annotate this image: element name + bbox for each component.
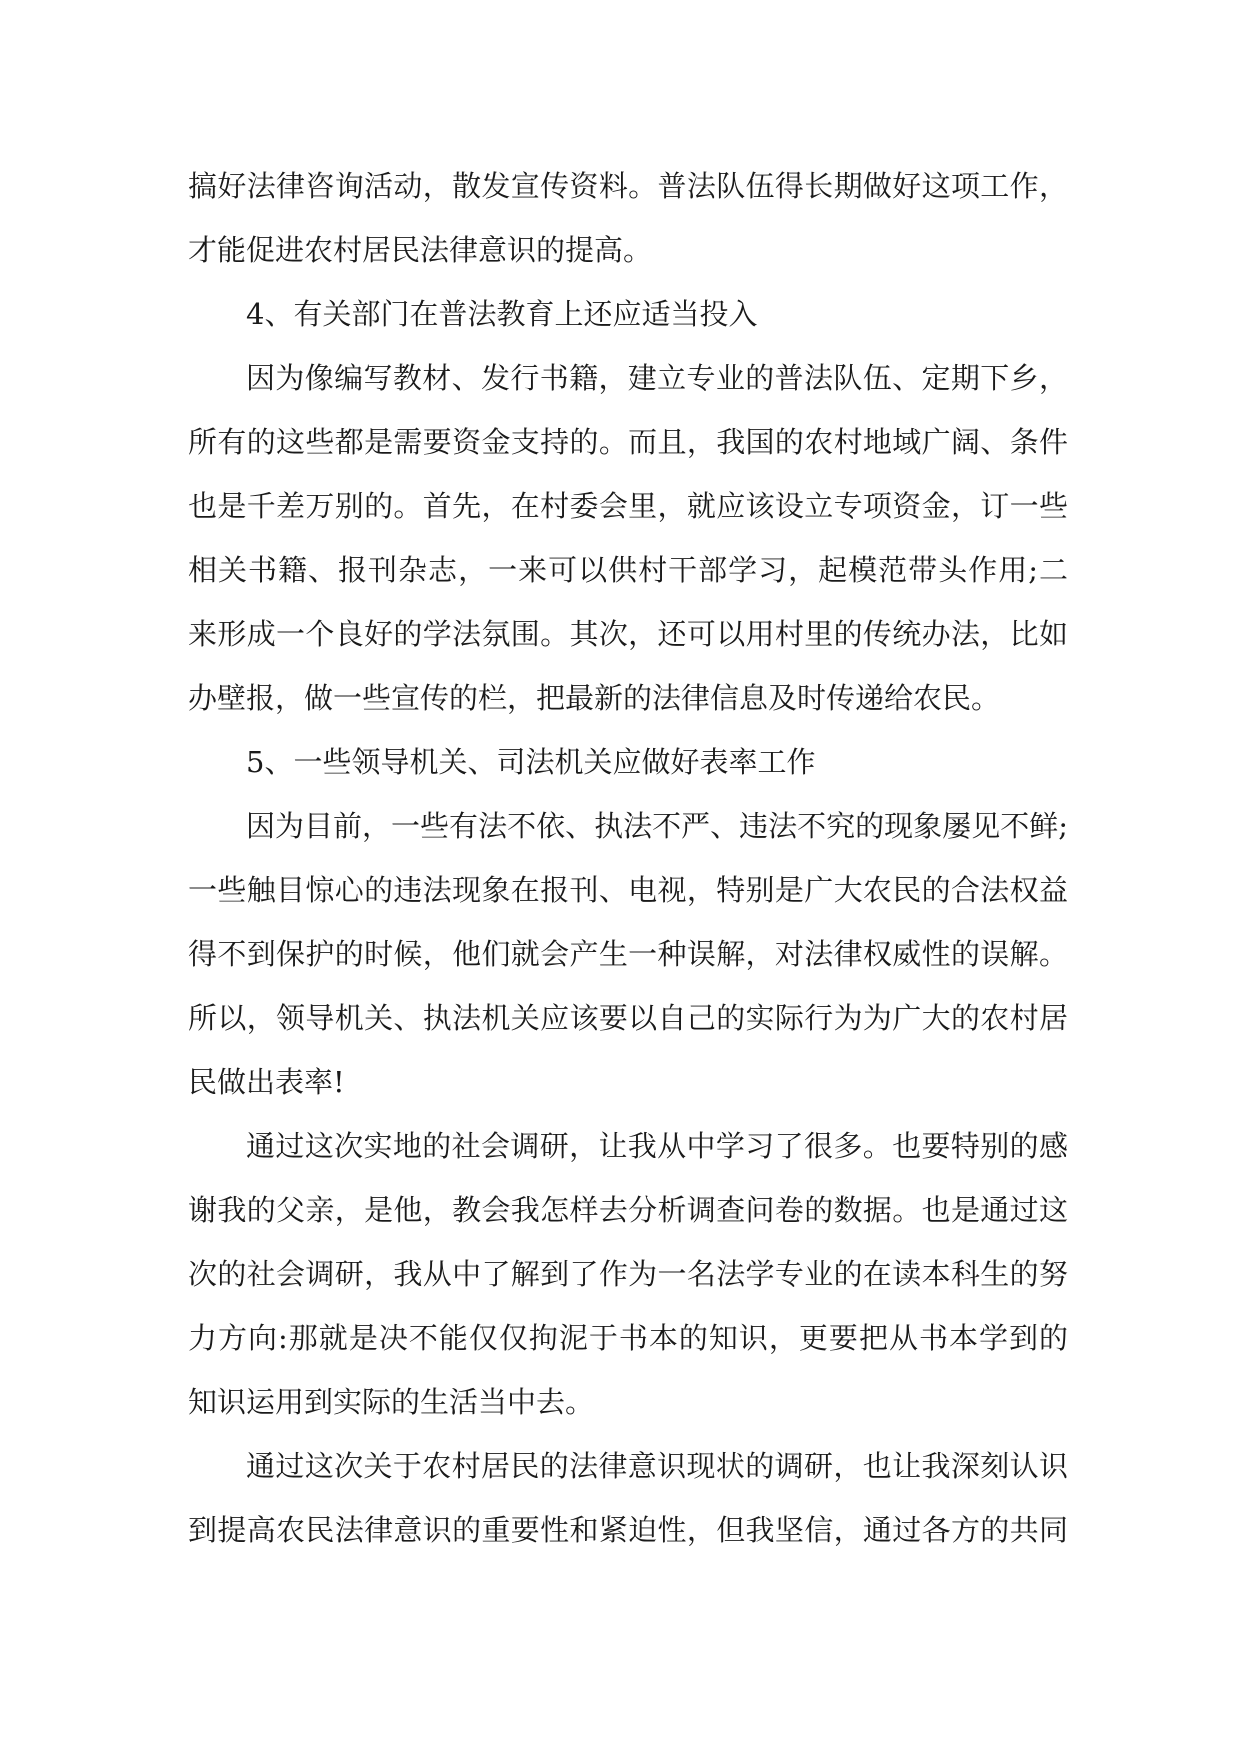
text-line: 办壁报，做一些宣传的栏，把最新的法律信息及时传递给农民。 [188,681,1001,715]
text-line: 知识运用到实际的生活当中去。 [188,1385,595,1419]
heading-text: 5、一些领导机关、司法机关应做好表率工作 [246,745,816,779]
text-line: 所以，领导机关、执法机关应该要以自己的实际行为为广大的农村居 [188,1001,1068,1035]
text-line: 到提高农民法律意识的重要性和紧迫性，但我坚信，通过各方的共同 [188,1513,1068,1547]
text-line: 得不到保护的时候，他们就会产生一种误解，对法律权威性的误解。 [188,937,1068,971]
text-line: 所有的这些都是需要资金支持的。而且，我国的农村地域广阔、条件 [188,425,1068,459]
text-line: 一些触目惊心的违法现象在报刊、电视，特别是广大农民的合法权益 [188,873,1068,907]
paragraph [188,1434,1068,1562]
text-line: 谢我的父亲，是他，教会我怎样去分析调查问卷的数据。也是通过这 [188,1193,1068,1227]
section-heading [188,282,1068,346]
text-line: 也是千差万别的。首先，在村委会里，就应该设立专项资金，订一些 [188,489,1068,523]
text-line: 搞好法律咨询活动，散发宣传资料。普法队伍得长期做好这项工作， [188,169,1068,203]
text-line: 因为目前，一些有法不依、执法不严、违法不究的现象屡见不鲜; [246,809,1068,843]
text-line: 相关书籍、报刊杂志，一来可以供村干部学习，起模范带头作用;二 [188,553,1068,587]
text-line: 次的社会调研，我从中了解到了作为一名法学专业的在读本科生的努 [188,1257,1068,1291]
text-line: 民做出表率! [188,1065,345,1099]
text-line: 因为像编写教材、发行书籍，建立专业的普法队伍、定期下乡， [246,361,1068,395]
text-line: 通过这次实地的社会调研，让我从中学习了很多。也要特别的感 [246,1129,1068,1163]
text-line: 通过这次关于农村居民的法律意识现状的调研，也让我深刻认识 [246,1449,1068,1483]
heading-text: 4、有关部门在普法教育上还应适当投入 [246,297,758,331]
section-heading [188,730,1068,794]
text-line: 才能促进农村居民法律意识的提高。 [188,233,653,267]
text-line: 来形成一个良好的学法氛围。其次，还可以用村里的传统办法，比如 [188,617,1068,651]
paragraph [188,346,1068,730]
text-line: 力方向:那就是决不能仅仅拘泥于书本的知识，更要把从书本学到的 [188,1321,1068,1355]
paragraph [188,154,1068,282]
paragraph [188,1114,1068,1434]
paragraph [188,794,1068,1114]
document-page [188,154,1068,1562]
